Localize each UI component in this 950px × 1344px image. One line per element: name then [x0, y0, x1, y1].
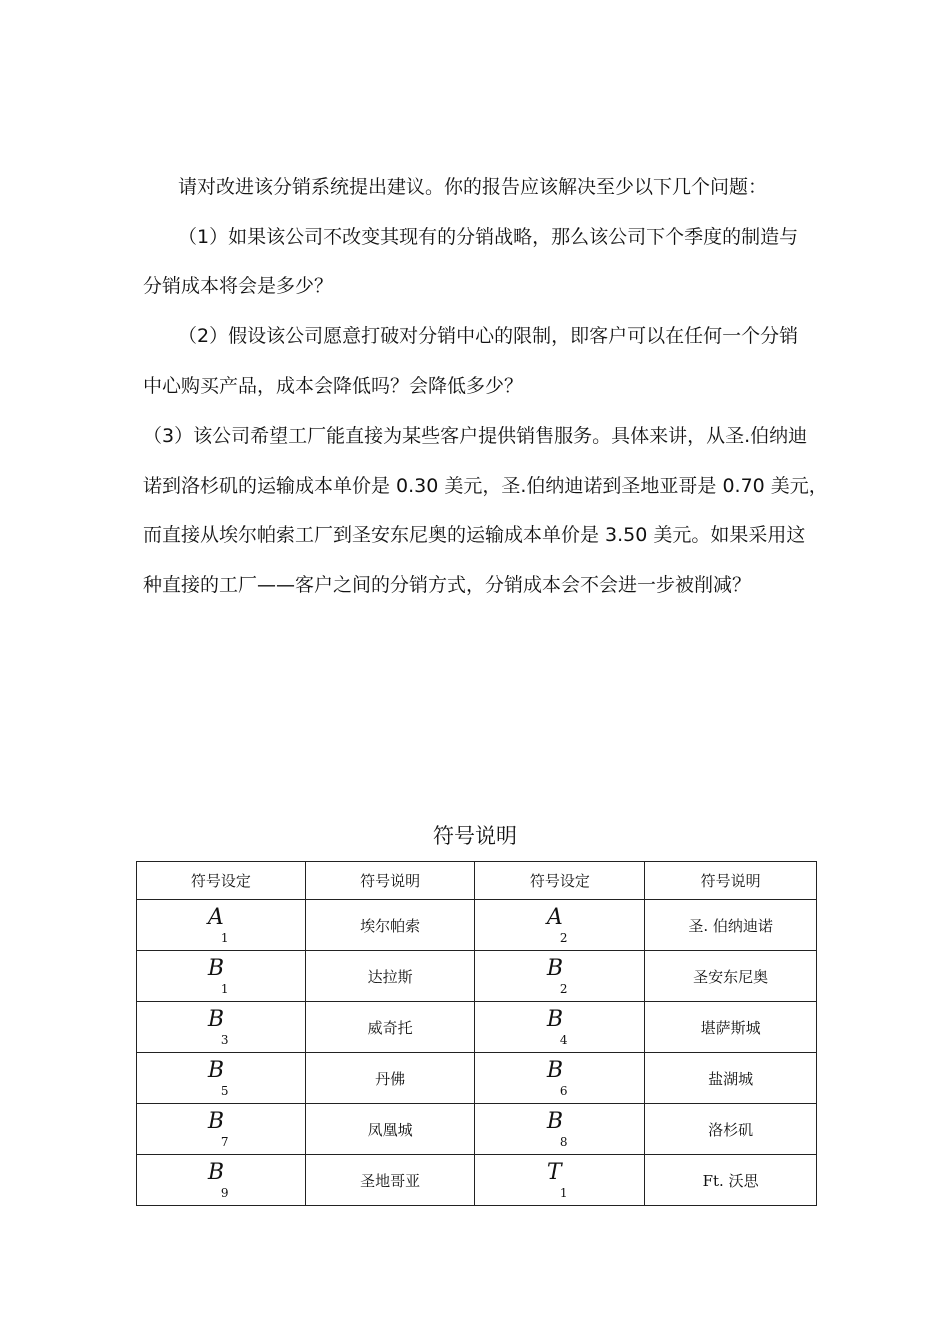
paragraph-q3-line4: 种直接的工厂——客户之间的分销方式，分销成本会不会进一步被削减？ [143, 574, 752, 596]
symbol-subscript: 7 [220, 1135, 229, 1149]
paragraph-q1-line2: 分销成本将会是多少？ [143, 275, 334, 297]
table-row [137, 1104, 817, 1155]
symbol [206, 1160, 236, 1200]
symbol [206, 1007, 236, 1047]
symbol [545, 905, 575, 945]
symbol-letter: B [546, 1007, 564, 1032]
symbol-subscript: 4 [559, 1033, 568, 1047]
meaning-cell: 圣地哥亚 [305, 1155, 475, 1206]
table-row [137, 1002, 817, 1053]
symbol-subscript: 8 [559, 1135, 568, 1149]
symbol-cell [475, 1104, 645, 1155]
symbol [545, 1058, 575, 1098]
symbol [206, 905, 236, 945]
symbol-cell [475, 1053, 645, 1104]
symbol-subscript: 2 [559, 931, 568, 945]
symbol-letter: A [546, 905, 563, 930]
header-symbol-1: 符号设定 [137, 862, 306, 900]
paragraph-intro: 请对改进该分销系统提出建议。你的报告应该解决至少以下几个问题： [178, 176, 768, 198]
symbol-letter: B [207, 1007, 225, 1032]
symbol-cell [137, 1002, 306, 1053]
symbol-cell [475, 951, 645, 1002]
paragraph-q1-line1: （1）如果该公司不改变其现有的分销战略，那么该公司下个季度的制造与 [178, 226, 799, 248]
meaning-cell: 凤凰城 [305, 1104, 475, 1155]
meaning-cell: 圣. 伯纳迪诺 [645, 900, 817, 951]
meaning-cell: 达拉斯 [305, 951, 475, 1002]
symbol-letter: B [207, 1160, 225, 1185]
symbol [206, 956, 236, 996]
paragraph-q3-line2: 诺到洛杉矶的运输成本单价是 0.30 美元，圣.伯纳迪诺到圣地亚哥是 0.70 美元， [143, 475, 828, 497]
symbol-subscript: 2 [559, 982, 568, 996]
paragraph-q3-line3: 而直接从埃尔帕索工厂到圣安东尼奥的运输成本单价是 3.50 美元。如果采用这 [143, 524, 806, 546]
table-row [137, 1155, 817, 1206]
symbol-letter: B [546, 956, 564, 981]
meaning-cell: Ft. 沃思 [645, 1155, 817, 1206]
symbol-letter: B [546, 1109, 564, 1134]
symbol [545, 1160, 575, 1200]
meaning-cell: 圣安东尼奥 [645, 951, 817, 1002]
symbol-subscript: 3 [220, 1033, 229, 1047]
table-body [137, 900, 817, 1206]
symbol-letter: A [207, 905, 224, 930]
table-row [137, 900, 817, 951]
symbol [545, 956, 575, 996]
symbol-subscript: 9 [220, 1186, 229, 1200]
symbol-cell [137, 900, 306, 951]
symbol-cell [475, 900, 645, 951]
symbol-subscript: 1 [220, 982, 229, 996]
symbol-letter: B [207, 956, 225, 981]
symbol-letter: B [207, 1058, 225, 1083]
meaning-cell: 洛杉矶 [645, 1104, 817, 1155]
paragraph-q2-line2: 中心购买产品，成本会降低吗？会降低多少？ [143, 375, 524, 397]
symbol-cell [475, 1002, 645, 1053]
meaning-cell: 堪萨斯城 [645, 1002, 817, 1053]
symbol [545, 1109, 575, 1149]
meaning-cell: 丹佛 [305, 1053, 475, 1104]
meaning-cell: 威奇托 [305, 1002, 475, 1053]
symbol-cell [137, 1053, 306, 1104]
meaning-cell: 埃尔帕索 [305, 900, 475, 951]
symbol-letter: B [546, 1058, 564, 1083]
symbol-cell [137, 1155, 306, 1206]
symbol-table [136, 861, 817, 1206]
symbol-letter: B [207, 1109, 225, 1134]
paragraph-q2-line1: （2）假设该公司愿意打破对分销中心的限制，即客户可以在任何一个分销 [178, 325, 799, 347]
symbol-subscript: 5 [220, 1084, 229, 1098]
symbol [545, 1007, 575, 1047]
symbol [206, 1109, 236, 1149]
table-row [137, 1053, 817, 1104]
symbol-cell [475, 1155, 645, 1206]
symbol-cell [137, 1104, 306, 1155]
symbol-subscript: 6 [559, 1084, 568, 1098]
meaning-cell: 盐湖城 [645, 1053, 817, 1104]
symbol [206, 1058, 236, 1098]
table-header-row [137, 862, 817, 900]
header-meaning-2: 符号说明 [645, 862, 817, 900]
table-title: 符号说明 [433, 824, 517, 848]
header-symbol-2: 符号设定 [475, 862, 645, 900]
symbol-letter: T [546, 1160, 562, 1185]
paragraph-q3-line1: （3）该公司希望工厂能直接为某些客户提供销售服务。具体来讲，从圣.伯纳迪 [143, 425, 808, 447]
symbol-subscript: 1 [220, 931, 229, 945]
symbol-cell [137, 951, 306, 1002]
symbol-subscript: 1 [559, 1186, 568, 1200]
header-meaning-1: 符号说明 [305, 862, 475, 900]
table-row [137, 951, 817, 1002]
